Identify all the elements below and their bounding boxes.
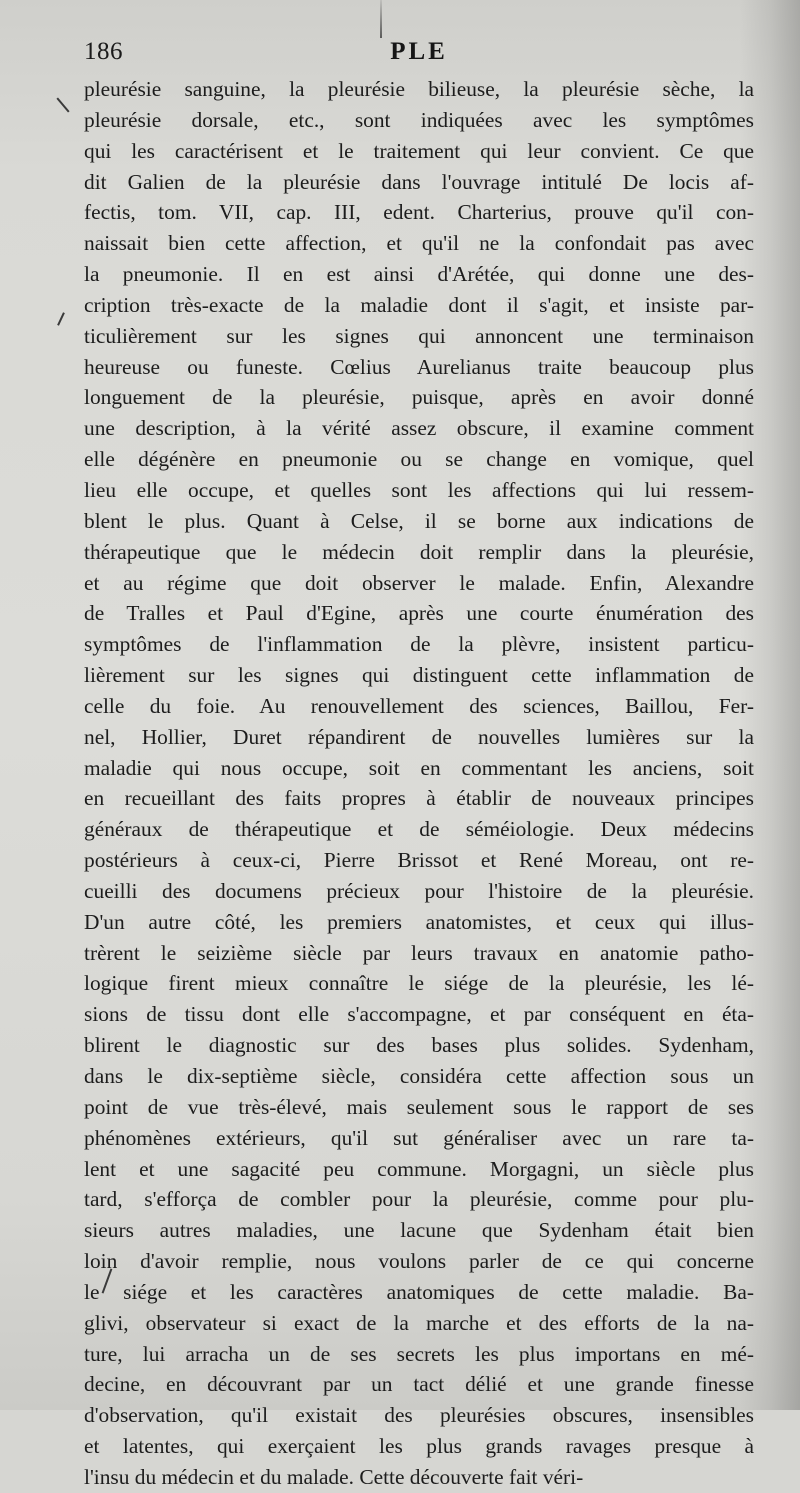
- text-line: glivi, observateur si exact de la marche et des efforts de la na-: [84, 1310, 754, 1335]
- text-line: et au régime que doit observer le malade. Enfin, Alexandre: [84, 570, 754, 595]
- text-line: dans le dix-septième siècle, considéra cette affection sous un: [84, 1064, 754, 1088]
- text-line: blirent le diagnostic sur des bases plus solides. Sydenham,: [84, 1033, 754, 1058]
- body-text: [84, 74, 754, 1493]
- text-line: point de vue très-élevé, mais seulement sous le rapport de ses: [84, 1094, 754, 1119]
- text-line: dit Galien de la pleurésie dans l'ouvrage intitulé De locis af-: [84, 169, 754, 194]
- text-line: logique firent mieux connaître le siége de la pleurésie, les lé-: [84, 971, 754, 996]
- text-line: le siége et les caractères anatomiques de cette maladie. Ba-: [84, 1279, 754, 1304]
- text-line: ture, lui arracha un de ses secrets les plus importans en mé-: [84, 1341, 754, 1366]
- text-line: longuement de la pleurésie, puisque, après en avoir donné: [84, 385, 754, 410]
- text-line: la pneumonie. Il en est ainsi d'Arétée, qui donne une des-: [84, 262, 754, 287]
- text-line: ticulièrement sur les signes qui annoncent une terminaison: [84, 323, 754, 348]
- page-number: 186: [84, 38, 123, 65]
- text-line: D'un autre côté, les premiers anatomistes, et ceux qui illus-: [84, 909, 754, 934]
- text-line: cueilli des documens précieux pour l'histoire de la pleurésie.: [84, 878, 754, 903]
- text-line: lièrement sur les signes qui distinguent cette inflammation de: [84, 663, 754, 688]
- page-header: [84, 38, 754, 74]
- text-line: de Tralles et Paul d'Egine, après une courte énumération des: [84, 601, 754, 626]
- text-line: et latentes, qui exerçaient les plus grands ravages presque à: [84, 1434, 754, 1459]
- text-line: lieu elle occupe, et quelles sont les affections qui lui ressem-: [84, 477, 754, 502]
- margin-mark: [56, 97, 69, 112]
- text-line: lent et une sagacité peu commune. Morgagni, un siècle plus: [84, 1156, 754, 1181]
- text-line: cription très-exacte de la maladie dont il s'agit, et insiste par-: [84, 292, 754, 317]
- margin-mark: [57, 312, 65, 326]
- text-line: tard, s'efforça de combler pour la pleurésie, comme pour plu-: [84, 1187, 754, 1212]
- text-line: généraux de thérapeutique et de séméiologie. Deux médecins: [84, 817, 754, 842]
- text-line: pleurésie dorsale, etc., sont indiquées avec les symptômes: [84, 107, 754, 132]
- text-line: sions de tissu dont elle s'accompagne, et par conséquent en éta-: [84, 1002, 754, 1027]
- text-line: d'observation, qu'il existait des pleurésies obscures, insensibles: [84, 1403, 754, 1428]
- text-line: maladie qui nous occupe, soit en commentant les anciens, soit: [84, 755, 754, 780]
- text-line: heureuse ou funeste. Cœlius Aurelianus traite beaucoup plus: [84, 354, 754, 379]
- text-line: symptômes de l'inflammation de la plèvre, insistent particu-: [84, 632, 754, 657]
- text-line: postérieurs à ceux-ci, Pierre Brissot et René Moreau, ont re-: [84, 848, 754, 873]
- text-line: trèrent le seizième siècle par leurs travaux en anatomie patho-: [84, 940, 754, 965]
- text-line: celle du foie. Au renouvellement des sciences, Baillou, Fer-: [84, 693, 754, 718]
- text-line: sieurs autres maladies, une lacune que Sydenham était bien: [84, 1218, 754, 1243]
- text-line: elle dégénère en pneumonie ou se change en vomique, quel: [84, 447, 754, 472]
- text-line: decine, en découvrant par un tact délié et une grande finesse: [84, 1372, 754, 1397]
- running-head: PLE: [390, 38, 448, 65]
- text-line: loin d'avoir remplie, nous voulons parler de ce qui concerne: [84, 1249, 754, 1274]
- text-line: en recueillant des faits propres à établir de nouveaux principes: [84, 786, 754, 811]
- text-line: thérapeutique que le médecin doit remplir dans la pleurésie,: [84, 539, 754, 564]
- text-line: pleurésie sanguine, la pleurésie bilieuse, la pleurésie sèche, la: [84, 77, 754, 101]
- text-line: l'insu du médecin et du malade. Cette découverte fait véri-: [84, 1464, 584, 1489]
- text-line: fectis, tom. VII, cap. III, edent. Charterius, prouve qu'il con-: [84, 200, 754, 225]
- text-line: qui les caractérisent et le traitement qui leur convient. Ce que: [84, 138, 754, 163]
- text-line: nel, Hollier, Duret répandirent de nouvelles lumières sur la: [84, 724, 754, 749]
- ink-mark: [380, 0, 382, 38]
- text-line: phénomènes extérieurs, qu'il sut généraliser avec un rare ta-: [84, 1125, 754, 1150]
- text-line: naissait bien cette affection, et qu'il ne la confondait pas avec: [84, 231, 754, 256]
- text-line: blent le plus. Quant à Celse, il se borne aux indications de: [84, 508, 754, 533]
- text-line: une description, à la vérité assez obscure, il examine comment: [84, 416, 754, 441]
